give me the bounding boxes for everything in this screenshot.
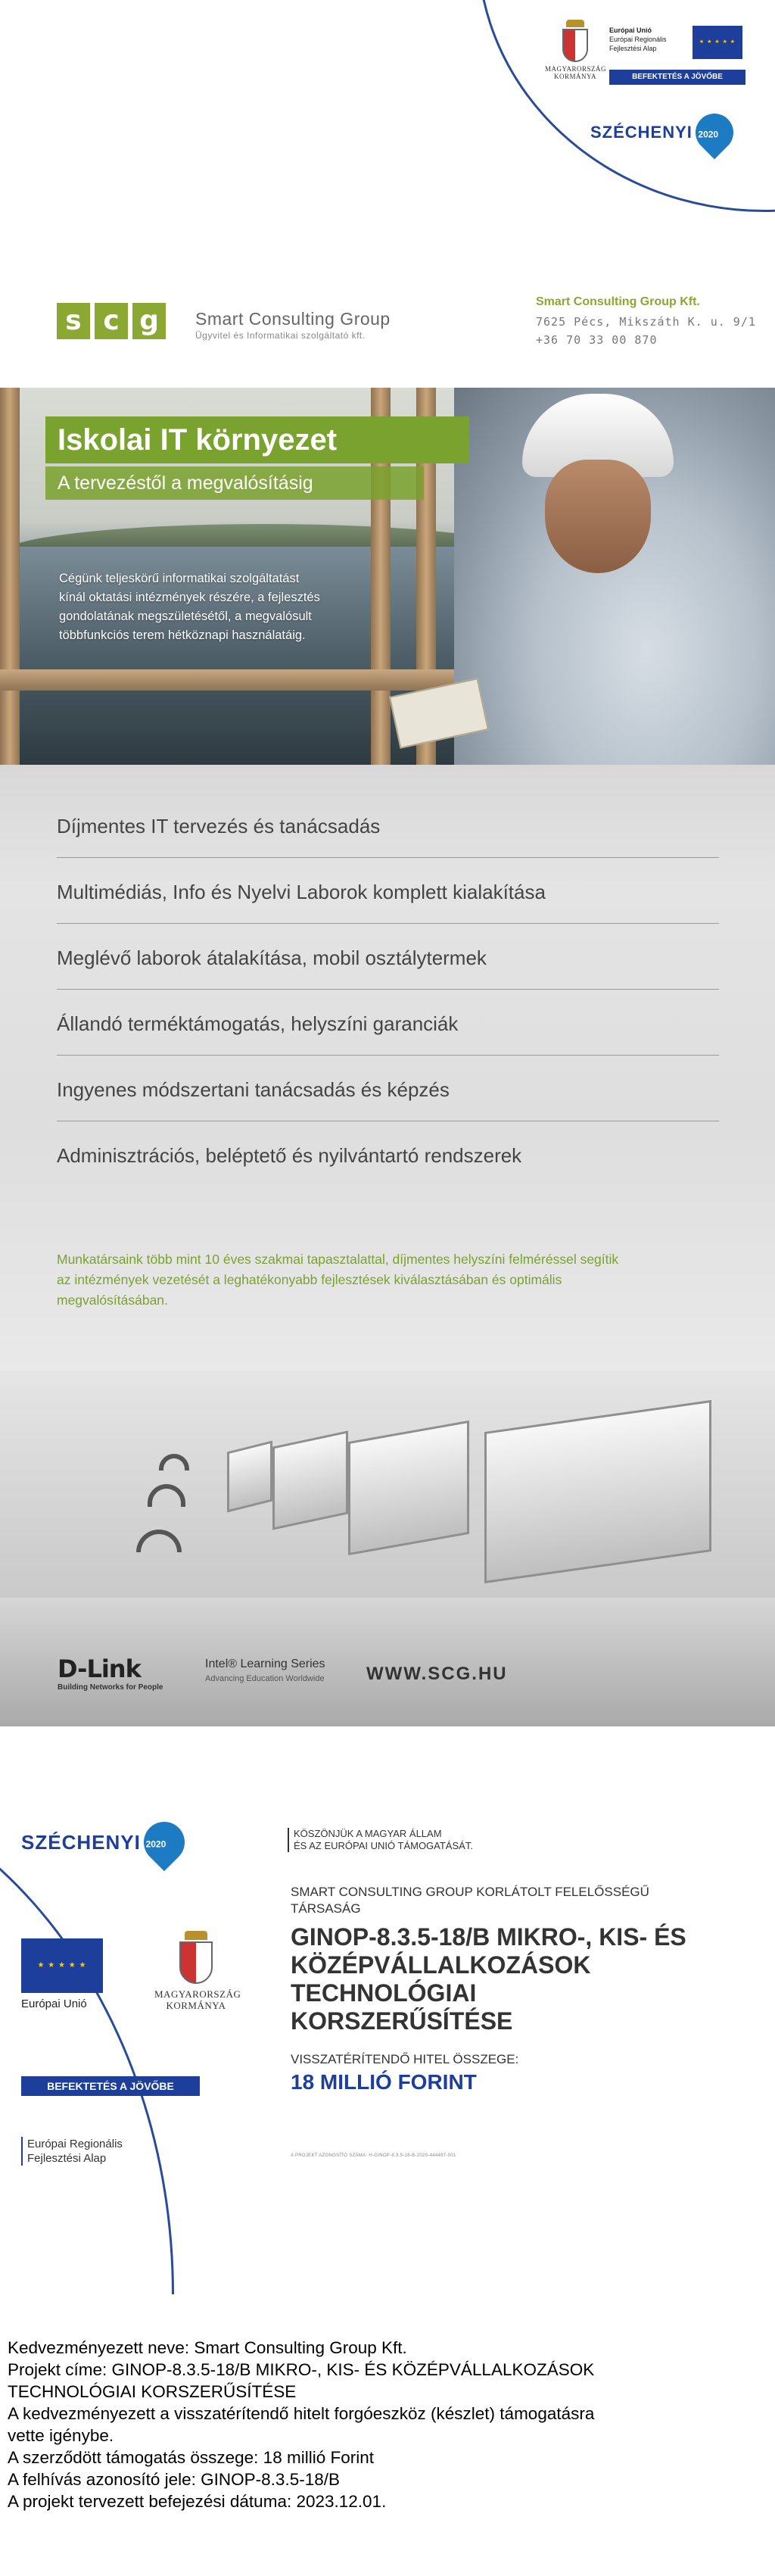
project-id-fineprint: A PROJEKT AZONOSÍTÓ SZÁMA: H-GINOP-8.3.5-18-B-2020-444497-001 bbox=[291, 2153, 456, 2158]
hero-banner bbox=[0, 388, 775, 765]
contact-address: 7625 Pécs, Mikszáth K. u. 9/1 bbox=[536, 315, 756, 329]
invest-badge: BEFEKTETÉS A JÖVŐBE bbox=[21, 2076, 200, 2096]
coat-of-arms-icon bbox=[562, 29, 588, 62]
eu-flag-icon: ★ ★ ★ ★ ★ bbox=[693, 26, 742, 59]
company-tagline: Ügyvitel és Informatikai szolgáltató kft. bbox=[195, 330, 366, 341]
hero-description: Cégünk teljeskörű informatikai szolgáltatást kínál oktatási intézmények részére, a fejlesztés gondolatának megszületésétől, a megvalósult többfunkciós terem hétköznapi használatáig. bbox=[59, 572, 320, 642]
hero-title-box bbox=[45, 416, 469, 463]
headphones-icon bbox=[148, 1484, 185, 1507]
info-line: A szerződött támogatás összege: 18 millió Forint bbox=[8, 2448, 374, 2467]
hero-subtitle: A tervezéstől a megvalósításig bbox=[58, 472, 313, 494]
service-item: Állandó terméktámogatás, helyszíni garanciák bbox=[57, 990, 719, 1056]
map-pin-icon: 2020 bbox=[688, 106, 742, 160]
contact-company-name: Smart Consulting Group Kft. bbox=[536, 295, 700, 308]
logo-letter: g bbox=[132, 303, 166, 339]
service-item: Ingyenes módszertani tanácsadás és képzés bbox=[57, 1056, 719, 1121]
top-funding-banner bbox=[0, 0, 775, 227]
info-line: A felhívás azonosító jele: GINOP-8.3.5-18/B bbox=[8, 2470, 340, 2489]
hero-subtitle-box bbox=[45, 466, 424, 500]
company-header bbox=[0, 280, 775, 371]
hero-title: Iskolai IT környezet bbox=[58, 423, 338, 457]
loan-label: VISSZATÉRÍTENDŐ HITEL ÖSSZEGE: bbox=[291, 2052, 519, 2066]
project-title: GINOP-8.3.5-18/B MIKRO-, KIS- ÉS KÖZÉPVÁLLALKOZÁSOK TECHNOLÓGIAI KORSZERŰSÍTÉSE bbox=[291, 1923, 686, 2035]
coat-of-arms-icon bbox=[179, 1941, 213, 1984]
monitor-icon bbox=[272, 1430, 348, 1530]
logo-letter: s bbox=[57, 303, 90, 339]
loan-amount: 18 MILLIÓ FORINT bbox=[291, 2070, 477, 2094]
service-item: Multimédiás, Info és Nyelvi Laborok komplett kialakítása bbox=[57, 858, 719, 924]
info-line: vette igénybe. bbox=[8, 2426, 114, 2445]
contact-phone: +36 70 33 00 870 bbox=[536, 333, 658, 347]
wood-post bbox=[0, 388, 20, 765]
szechenyi-word: SZÉCHENYI bbox=[590, 123, 693, 142]
map-pin-icon: 2020 bbox=[135, 1813, 193, 1871]
board-government-crest bbox=[154, 1931, 241, 2011]
service-item: Meglévő laborok átalakítása, mobil osztálytermek bbox=[57, 924, 719, 990]
eu-text: Európai Unió Európai Regionális Fejlesztési Alap bbox=[609, 27, 667, 52]
crown-icon bbox=[566, 20, 584, 27]
info-line: Projekt címe: GINOP-8.3.5-18/B MIKRO-, KIS- ÉS KÖZÉPVÁLLALKOZÁSOK bbox=[8, 2360, 595, 2379]
szechenyi-logo bbox=[590, 114, 742, 159]
eu-block bbox=[609, 26, 745, 59]
funding-logos bbox=[545, 20, 749, 103]
invest-badge: BEFEKTETÉS A JÖVŐBE bbox=[609, 70, 745, 85]
info-line: Kedvezményezett neve: Smart Consulting Group Kft. bbox=[8, 2338, 407, 2357]
thanks-note: KÖSZÖNJÜK A MAGYAR ÁLLAM ÉS AZ EURÓPAI UNIÓ TÁMOGATÁSÁT. bbox=[288, 1828, 473, 1852]
eu-flag-icon: ★ ★ ★ ★ ★ bbox=[21, 1938, 103, 1993]
monitor-icon bbox=[348, 1421, 469, 1555]
beneficiary-name: SMART CONSULTING GROUP KORLÁTOLT FELELŐSSÉGŰ TÁRSASÁG bbox=[291, 1885, 649, 1916]
scg-logo bbox=[57, 303, 170, 339]
services-section bbox=[0, 765, 775, 1371]
partner-logos bbox=[58, 1654, 739, 1700]
intel-learning-logo: Intel® Learning Series Advancing Education Worldwide bbox=[205, 1658, 325, 1683]
board-szechenyi-logo: SZÉCHENYI 2020 bbox=[21, 1822, 185, 1863]
service-item: Díjmentes IT tervezés és tanácsadás bbox=[57, 792, 719, 858]
company-name: Smart Consulting Group bbox=[195, 309, 391, 329]
contact-block bbox=[536, 295, 763, 351]
hungary-government-crest bbox=[545, 20, 605, 80]
dlink-logo: D-Link Building Networks for People bbox=[58, 1654, 163, 1692]
project-info-text bbox=[8, 2337, 767, 2512]
computer-lab-image bbox=[0, 1371, 775, 1726]
eu-label: Európai Unió bbox=[21, 1997, 87, 2010]
crest-label: MAGYARORSZÁG KORMÁNYA bbox=[545, 65, 607, 80]
info-line: TECHNOLÓGIAI KORSZERŰSÍTÉSE bbox=[8, 2382, 297, 2401]
info-line: A projekt tervezett befejezési dátuma: 2023.12.01. bbox=[8, 2492, 387, 2511]
website-link[interactable]: WWW.SCG.HU bbox=[366, 1664, 508, 1684]
monitor-icon bbox=[227, 1441, 272, 1513]
monitor-icon bbox=[484, 1400, 711, 1583]
erfa-label: Európai Regionális Fejlesztési Alap bbox=[21, 2137, 123, 2166]
crest-label: MAGYARORSZÁG KORMÁNYA bbox=[154, 1988, 241, 2011]
services-list bbox=[57, 792, 719, 1187]
logo-letter: c bbox=[95, 303, 128, 339]
crown-icon bbox=[185, 1931, 207, 1940]
service-item: Adminisztrációs, beléptető és nyilvántartó rendszerek bbox=[57, 1144, 522, 1167]
info-line: A kedvezményezett a visszatérítendő hitelt forgóeszköz (készlet) támogatásra bbox=[8, 2404, 595, 2423]
experience-note: Munkatársaink több mint 10 éves szakmai tapasztalattal, díjmentes helyszíni felméréssel segítik az intézmények vezetését a leghatékonyabb fejlesztések kiválasztásában és optimális megvalósításában. bbox=[57, 1252, 619, 1308]
board-eu-block bbox=[21, 1938, 103, 2010]
worker-face bbox=[545, 460, 651, 573]
headphones-icon bbox=[136, 1530, 182, 1552]
headphones-icon bbox=[159, 1454, 189, 1470]
funding-board bbox=[0, 1734, 775, 2294]
project-details bbox=[291, 1884, 760, 2158]
